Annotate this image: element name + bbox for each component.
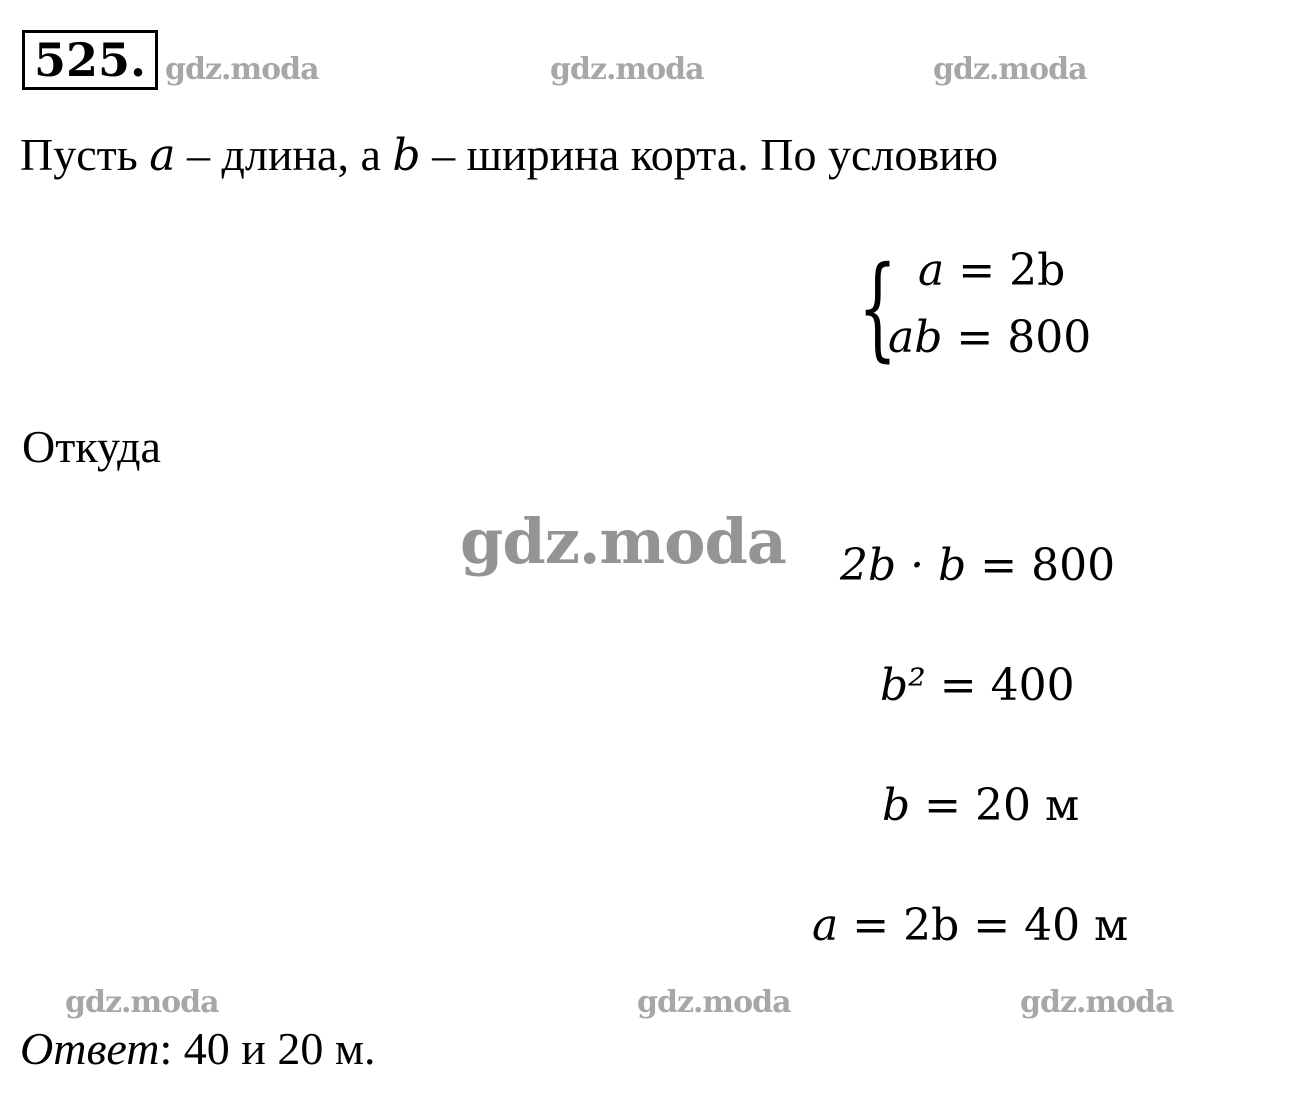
step-1: [840, 540, 1115, 591]
system-brace: {: [858, 243, 898, 373]
system-line-2-lhs: ab: [888, 312, 943, 363]
answer-label: Ответ: [20, 1023, 160, 1074]
var-a: a: [149, 130, 176, 181]
watermark: gdz.moda: [65, 985, 219, 1020]
step-2-rhs: = 400: [925, 660, 1075, 711]
step-3-rhs: = 20 м: [910, 780, 1080, 831]
system-line-1: [918, 245, 1065, 296]
intro-text-2: – длина, а: [175, 129, 393, 180]
step-4-lhs: a: [812, 900, 839, 951]
whence-label: Откуда: [22, 421, 161, 472]
step-4: [812, 900, 1128, 951]
answer: [20, 1022, 375, 1075]
intro-text-3: – ширина корта. По условию: [420, 129, 999, 180]
intro-text-1: Пусть: [20, 129, 150, 180]
var-b: b: [392, 130, 421, 181]
step-3: [882, 780, 1079, 831]
answer-value: : 40 и 20 м.: [159, 1023, 376, 1074]
system-line-2-rhs: = 800: [942, 312, 1092, 363]
system-line-1-lhs: a: [918, 245, 945, 296]
intro-sentence: [20, 128, 998, 181]
watermark: gdz.moda: [165, 52, 319, 87]
system-line-1-rhs: = 2b: [944, 245, 1066, 296]
problem-number: 525.: [22, 30, 158, 90]
step-2-lhs: b²: [880, 660, 926, 711]
step-2: [880, 660, 1075, 711]
step-1-lhs: 2b · b: [840, 540, 967, 591]
watermark: gdz.moda: [933, 52, 1087, 87]
watermark: gdz.moda: [637, 985, 791, 1020]
watermark: gdz.moda: [460, 505, 786, 578]
step-3-lhs: b: [882, 780, 911, 831]
step-4-rhs: = 2b = 40 м: [838, 900, 1129, 951]
step-1-rhs: = 800: [966, 540, 1116, 591]
watermark: gdz.moda: [550, 52, 704, 87]
watermark: gdz.moda: [1020, 985, 1174, 1020]
system-line-2: [888, 312, 1091, 363]
